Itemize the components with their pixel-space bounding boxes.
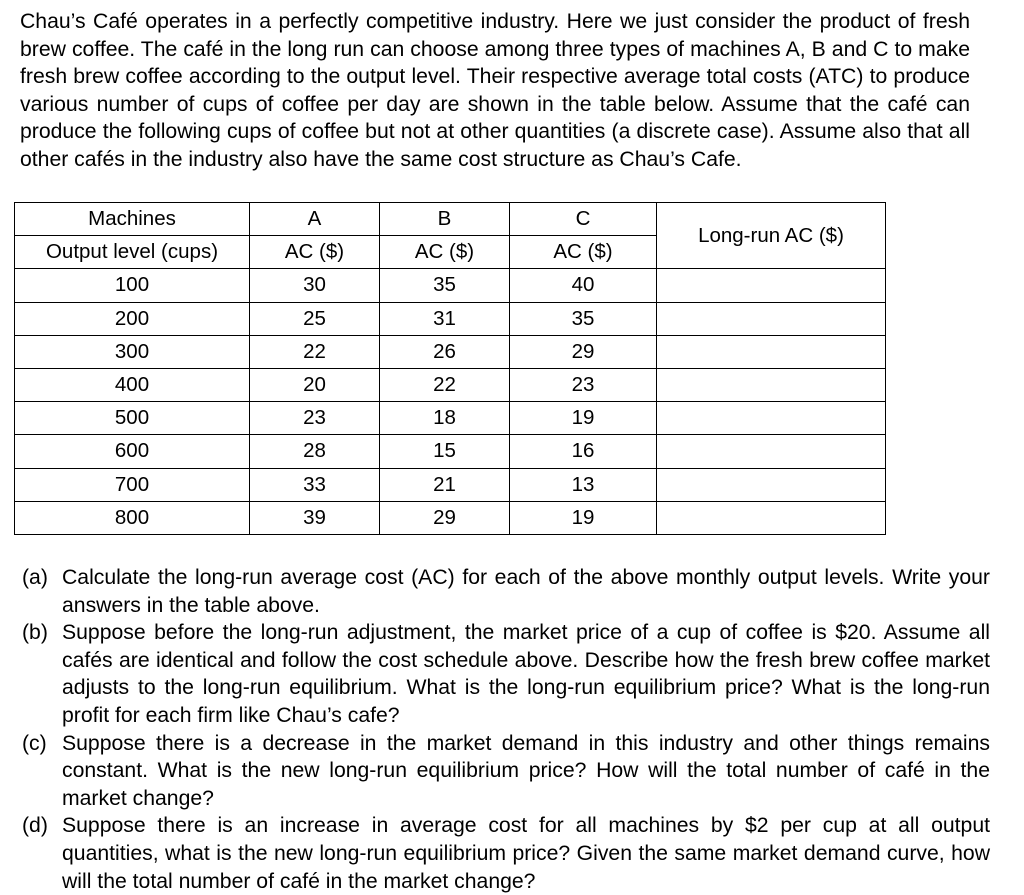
question-marker: (d) bbox=[22, 814, 48, 838]
long-run-ac-cell[interactable] bbox=[657, 368, 886, 401]
question-text: Suppose before the long-run adjustment, the market price of a cup of coffee is $20. Assume all cafés are identical and follow the cost schedule above. Describe how the fresh brew coffee market adjusts to the long-run equilibrium. What is the long-run equilibrium price? What is the long-run profit for each firm like Chau’s cafe? bbox=[62, 621, 990, 727]
output-cell: 800 bbox=[15, 501, 250, 534]
ac-b-cell: 15 bbox=[380, 435, 510, 468]
header-machine-a: A bbox=[250, 203, 380, 236]
output-cell: 200 bbox=[15, 302, 250, 335]
table-row bbox=[15, 402, 886, 435]
ac-b-cell: 29 bbox=[380, 501, 510, 534]
output-cell: 100 bbox=[15, 269, 250, 302]
ac-a-cell: 33 bbox=[250, 468, 380, 501]
header-machines: Machines bbox=[15, 203, 250, 236]
table-row bbox=[15, 335, 886, 368]
header-row-machines bbox=[15, 203, 886, 236]
cost-table-body bbox=[15, 203, 886, 535]
question-item bbox=[22, 812, 990, 895]
long-run-ac-cell[interactable] bbox=[657, 269, 886, 302]
ac-a-cell: 30 bbox=[250, 269, 380, 302]
ac-c-cell: 16 bbox=[510, 435, 657, 468]
question-text: Suppose there is an increase in average cost for all machines by $2 per cup at all output quantities, what is the new long-run equilibrium price? Given the same market demand curve, how will the total number of café in the market change? bbox=[62, 814, 990, 893]
table-row bbox=[15, 368, 886, 401]
question-list bbox=[22, 564, 990, 895]
ac-a-cell: 28 bbox=[250, 435, 380, 468]
ac-a-cell: 23 bbox=[250, 402, 380, 435]
table-row bbox=[15, 501, 886, 534]
table-row bbox=[15, 302, 886, 335]
ac-b-cell: 22 bbox=[380, 368, 510, 401]
ac-b-cell: 18 bbox=[380, 402, 510, 435]
header-machine-b: B bbox=[380, 203, 510, 236]
long-run-ac-cell[interactable] bbox=[657, 402, 886, 435]
ac-c-cell: 23 bbox=[510, 368, 657, 401]
output-cell: 400 bbox=[15, 368, 250, 401]
ac-c-cell: 35 bbox=[510, 302, 657, 335]
header-output-level: Output level (cups) bbox=[15, 236, 250, 269]
question-text: Suppose there is a decrease in the market demand in this industry and other things remains constant. What is the new long-run equilibrium price? How will the total number of café in the market change? bbox=[62, 731, 990, 810]
ac-a-cell: 22 bbox=[250, 335, 380, 368]
output-cell: 500 bbox=[15, 402, 250, 435]
header-unit-a: AC ($) bbox=[250, 236, 380, 269]
ac-b-cell: 26 bbox=[380, 335, 510, 368]
ac-c-cell: 13 bbox=[510, 468, 657, 501]
long-run-ac-cell[interactable] bbox=[657, 302, 886, 335]
ac-a-cell: 25 bbox=[250, 302, 380, 335]
question-item bbox=[22, 619, 990, 729]
ac-c-cell: 19 bbox=[510, 402, 657, 435]
question-marker: (c) bbox=[22, 731, 47, 755]
header-machine-c: C bbox=[510, 203, 657, 236]
long-run-ac-cell[interactable] bbox=[657, 468, 886, 501]
ac-c-cell: 19 bbox=[510, 501, 657, 534]
intro-paragraph: Chau’s Café operates in a perfectly competitive industry. Here we just consider the product of fresh brew coffee. The café in the long run can choose among three types of machines A, B and C to make fresh brew coffee according to the output level. Their respective average total costs (ATC) to produce various number of cups of coffee per day are shown in the table below. Assume that the café can produce the following cups of coffee but not at other quantities (a discrete case). Assume also that all other cafés in the industry also have the same cost structure as Chau’s Cafe. bbox=[20, 10, 970, 171]
ac-c-cell: 29 bbox=[510, 335, 657, 368]
ac-b-cell: 35 bbox=[380, 269, 510, 302]
ac-c-cell: 40 bbox=[510, 269, 657, 302]
question-text: Calculate the long-run average cost (AC) for each of the above monthly output levels. Write your answers in the table above. bbox=[62, 566, 990, 617]
question-marker: (b) bbox=[22, 621, 48, 645]
output-cell: 300 bbox=[15, 335, 250, 368]
header-long-run-ac: Long-run AC ($) bbox=[657, 203, 886, 269]
question-marker: (a) bbox=[22, 566, 48, 589]
ac-a-cell: 39 bbox=[250, 501, 380, 534]
ac-a-cell: 20 bbox=[250, 368, 380, 401]
question-item bbox=[22, 730, 990, 813]
long-run-ac-cell[interactable] bbox=[657, 501, 886, 534]
header-unit-b: AC ($) bbox=[380, 236, 510, 269]
table-row bbox=[15, 269, 886, 302]
table-row bbox=[15, 468, 886, 501]
ac-b-cell: 31 bbox=[380, 302, 510, 335]
cost-table bbox=[14, 202, 886, 535]
output-cell: 600 bbox=[15, 435, 250, 468]
table-row bbox=[15, 435, 886, 468]
ac-b-cell: 21 bbox=[380, 468, 510, 501]
output-cell: 700 bbox=[15, 468, 250, 501]
long-run-ac-cell[interactable] bbox=[657, 335, 886, 368]
question-item bbox=[22, 564, 990, 619]
header-unit-c: AC ($) bbox=[510, 236, 657, 269]
long-run-ac-cell[interactable] bbox=[657, 435, 886, 468]
